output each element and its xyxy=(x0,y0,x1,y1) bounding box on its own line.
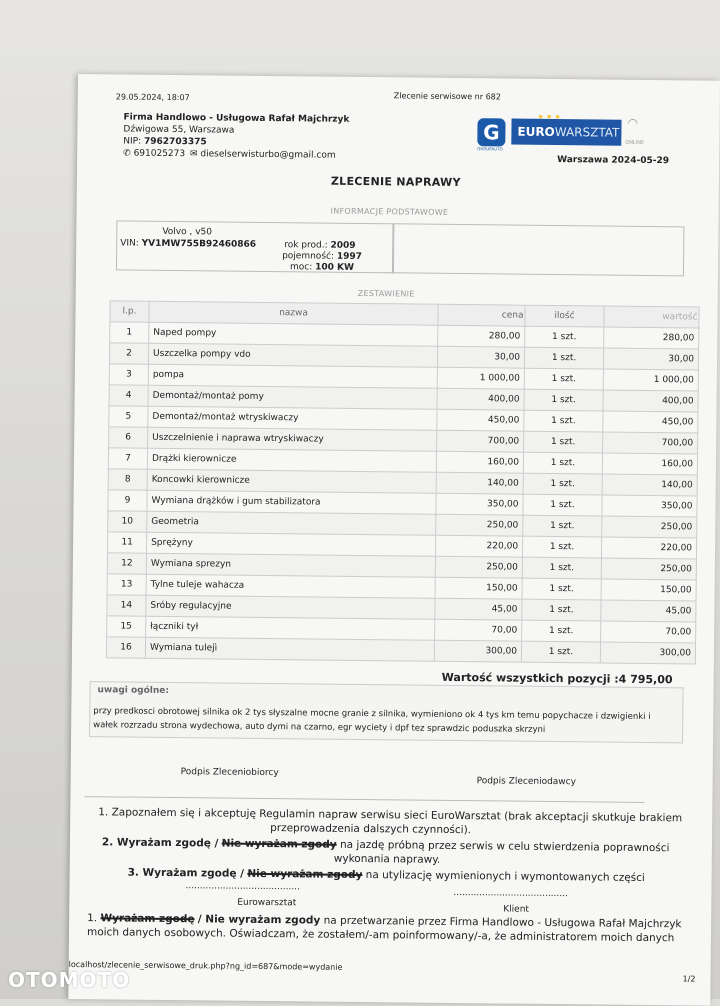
cell-price: 400,00 xyxy=(437,388,524,410)
cell-lp: 2 xyxy=(109,343,148,364)
consent-1a: 1. Zapoznałem się i akceptuję Regulamin napraw serwisu sieci EuroWarsztat (brak akceptacji skutkuje brakiem xyxy=(98,806,683,825)
cell-lp: 13 xyxy=(107,574,146,595)
company-contact: ✆ 691025273 ✉ dieselserwisturbo@gmail.com xyxy=(123,148,336,161)
sign-contractor: Podpis Zleceniobiorcy xyxy=(180,767,279,779)
col-lp: l.p. xyxy=(110,301,149,322)
eurowarsztat-logo: G GROUPAUTO EUROWARSZTAT ★ ★ ★ ◠ ONLINE xyxy=(477,112,645,152)
cell-value: 45,00 xyxy=(601,600,696,622)
consent-3: 3. Wyrażam zgodę / Nie wyrażam zgody na utylizację wymienionych i wymontowanych części xyxy=(127,866,645,884)
cell-lp: 10 xyxy=(108,511,147,532)
cell-qty: 1 szt. xyxy=(522,620,601,642)
cell-name: pompa xyxy=(148,364,437,388)
footer-url: localhost/zlecenie_serwisowe_druk.php?ng_id=687&mode=wydanie xyxy=(68,959,343,972)
page-number: 1/2 xyxy=(682,974,696,984)
cell-name: Demontaż/montaż wtryskiwaczy xyxy=(148,406,437,430)
cell-lp: 6 xyxy=(109,427,148,448)
vehicle-box-right xyxy=(392,223,685,276)
vehicle-power: moc: 100 KW xyxy=(289,262,355,273)
city-date: Warszawa 2024-05-29 xyxy=(557,155,670,167)
cell-qty: 1 szt. xyxy=(524,368,603,390)
cell-value: 150,00 xyxy=(601,579,696,601)
cell-lp: 16 xyxy=(106,637,145,658)
cell-name: Sróby regulacyjne xyxy=(146,595,435,619)
cell-name: Drążki kierownicze xyxy=(147,448,436,472)
total-value: Wartość wszystkich pozycji :4 795,00 xyxy=(441,670,673,687)
document-title: ZLECENIE NAPRAWY xyxy=(330,174,461,190)
cell-name: Koncowki kierownicze xyxy=(147,469,436,493)
sign-client: Podpis Zleceniodawcy xyxy=(476,776,577,788)
cell-value: 140,00 xyxy=(602,474,697,496)
divider xyxy=(84,796,644,803)
consent-2b: wykonania naprawy. xyxy=(333,852,441,866)
cell-qty: 1 szt. xyxy=(521,641,600,663)
cell-value: 160,00 xyxy=(602,453,697,475)
consent-2: 2. Wyrażam zgodę / Nie wyrażam zgody na jazdę próbną przez serwis w celu stwierdzenia poprawności xyxy=(101,836,670,855)
print-datetime: 29.05.2024, 18:07 xyxy=(115,92,190,103)
cell-qty: 1 szt. xyxy=(522,536,601,558)
cell-value: 70,00 xyxy=(601,621,696,643)
cell-qty: 1 szt. xyxy=(524,347,603,369)
consent-4b: moich danych osobowych. Oświadczam, że zostałem/-am poinformowany/-a, że administratorem moich danych xyxy=(86,926,675,945)
company-address: Dźwigowa 55, Warszawa xyxy=(123,124,235,136)
stars-icon: ★ ★ ★ xyxy=(537,112,561,122)
remarks-heading: uwagi ogólne: xyxy=(97,685,170,696)
vehicle-vin: VIN: YV1MW755B92460866 xyxy=(120,238,257,250)
cell-lp: 3 xyxy=(109,364,148,385)
consent-4: 1. Wyrażam zgodę / Nie wyrażam zgody na przetwarzanie przez Firma Handlowo - Usługowa Rafał Majchrzyk xyxy=(87,912,682,931)
cell-price: 700,00 xyxy=(437,430,524,452)
cell-qty: 1 szt. xyxy=(522,599,601,621)
cell-name: łączniki tył xyxy=(146,616,435,640)
cell-qty: 1 szt. xyxy=(524,410,603,432)
col-value: wartość xyxy=(604,306,699,328)
cell-price: 350,00 xyxy=(436,493,523,515)
company-nip: NIP: 7962703375 xyxy=(123,136,207,148)
cell-value: 250,00 xyxy=(602,516,697,538)
euro-banner: EUROWARSZTAT xyxy=(511,119,621,146)
cell-name: Geometria xyxy=(147,511,436,535)
cell-value: 250,00 xyxy=(601,558,696,580)
items-table xyxy=(106,300,700,664)
wifi-icon: ◠ xyxy=(627,115,639,130)
cell-name: Naped pompy xyxy=(149,322,438,346)
cell-value: 400,00 xyxy=(603,390,698,412)
cell-price: 45,00 xyxy=(435,598,522,620)
vehicle-capacity: pojemność: 1997 xyxy=(282,251,362,262)
cell-lp: 9 xyxy=(108,490,147,511)
cell-qty: 1 szt. xyxy=(523,473,602,495)
cell-price: 280,00 xyxy=(438,325,525,347)
cell-value: 280,00 xyxy=(604,327,699,349)
cell-price: 150,00 xyxy=(435,577,522,599)
company-name: Firma Handlowo - Usługowa Rafał Majchrzyk xyxy=(123,112,350,125)
cell-price: 250,00 xyxy=(435,556,522,578)
cell-lp: 4 xyxy=(109,385,148,406)
cell-name: Wymiana sprezyn xyxy=(146,553,435,577)
document-page xyxy=(68,74,720,1006)
cell-price: 30,00 xyxy=(437,346,524,368)
cell-lp: 15 xyxy=(107,616,146,637)
basic-info-heading: INFORMACJE PODSTAWOWE xyxy=(330,206,449,217)
cell-value: 1 000,00 xyxy=(603,369,698,391)
cell-name: Uszczelka pompy vdo xyxy=(148,343,437,367)
order-number: Zlecenie serwisowe nr 682 xyxy=(393,91,501,102)
cell-price: 250,00 xyxy=(436,514,523,536)
cell-price: 450,00 xyxy=(437,409,524,431)
vehicle-year: rok prod.: 2009 xyxy=(284,240,356,251)
cell-qty: 1 szt. xyxy=(523,494,602,516)
cell-value: 220,00 xyxy=(601,537,696,559)
cell-name: Tylne tuleje wahacza xyxy=(146,574,435,598)
cell-lp: 5 xyxy=(109,406,148,427)
cell-lp: 14 xyxy=(107,595,146,616)
cell-name: Demontaż/montaż pomy xyxy=(148,385,437,409)
col-name: nazwa xyxy=(149,301,438,325)
cell-name: Sprężyny xyxy=(146,532,435,556)
cell-value: 300,00 xyxy=(600,642,695,664)
cell-qty: 1 szt. xyxy=(522,578,601,600)
summary-heading: ZESTAWIENIE xyxy=(357,288,415,299)
cell-name: Wymiana tulejì xyxy=(145,637,434,661)
cell-qty: 1 szt. xyxy=(523,452,602,474)
col-price: cena xyxy=(438,304,525,326)
cell-qty: 1 szt. xyxy=(525,326,604,348)
remarks-text: przy predkosci obrotowej silnika ok 2 tys słyszalne mocne granie z silnika, wymieniono ok 4 tys km temu popychacze i dzwigienki i wałek rozrzadu strona wydechowa, auto dymi na czarno, egr wyciety i dpf tez sprawdzic poduszka skrzyni xyxy=(93,706,651,735)
otomoto-watermark: OTOMOTO xyxy=(8,968,131,992)
cell-price: 1 000,00 xyxy=(437,367,524,389)
sign-klient: Klient xyxy=(503,904,530,915)
cell-price: 300,00 xyxy=(434,640,521,662)
cell-lp: 1 xyxy=(110,322,149,343)
sign-eurowarsztat: Eurowarsztat xyxy=(237,897,297,909)
col-qty: ilość xyxy=(525,305,604,327)
mail-icon: ✉ xyxy=(189,149,198,160)
consent-1b: przeprowadzenia dalszych czynności). xyxy=(270,822,472,837)
cell-lp: 7 xyxy=(108,448,147,469)
cell-name: Wymiana drążków i gum stabilizatora xyxy=(147,490,436,514)
dots-left: ........................................ xyxy=(185,881,300,893)
cell-price: 220,00 xyxy=(435,535,522,557)
cell-price: 140,00 xyxy=(436,472,523,494)
cell-value: 450,00 xyxy=(603,411,698,433)
cell-qty: 1 szt. xyxy=(524,389,603,411)
cell-lp: 12 xyxy=(107,553,146,574)
cell-lp: 11 xyxy=(107,532,146,553)
dots-right: ........................................ xyxy=(453,887,568,900)
vehicle-name: Volvo , v50 xyxy=(162,226,213,238)
cell-price: 70,00 xyxy=(435,619,522,641)
cell-qty: 1 szt. xyxy=(524,431,603,453)
cell-price: 160,00 xyxy=(436,451,523,473)
cell-qty: 1 szt. xyxy=(523,515,602,537)
cell-value: 350,00 xyxy=(602,495,697,517)
cell-qty: 1 szt. xyxy=(522,557,601,579)
groupauto-logo: G xyxy=(477,118,505,146)
cell-lp: 8 xyxy=(108,469,147,490)
cell-value: 30,00 xyxy=(603,348,698,370)
cell-name: Uszczelnienie i naprawa wtryskiwaczy xyxy=(148,427,437,451)
phone-icon: ✆ xyxy=(123,148,131,159)
cell-value: 700,00 xyxy=(603,432,698,454)
